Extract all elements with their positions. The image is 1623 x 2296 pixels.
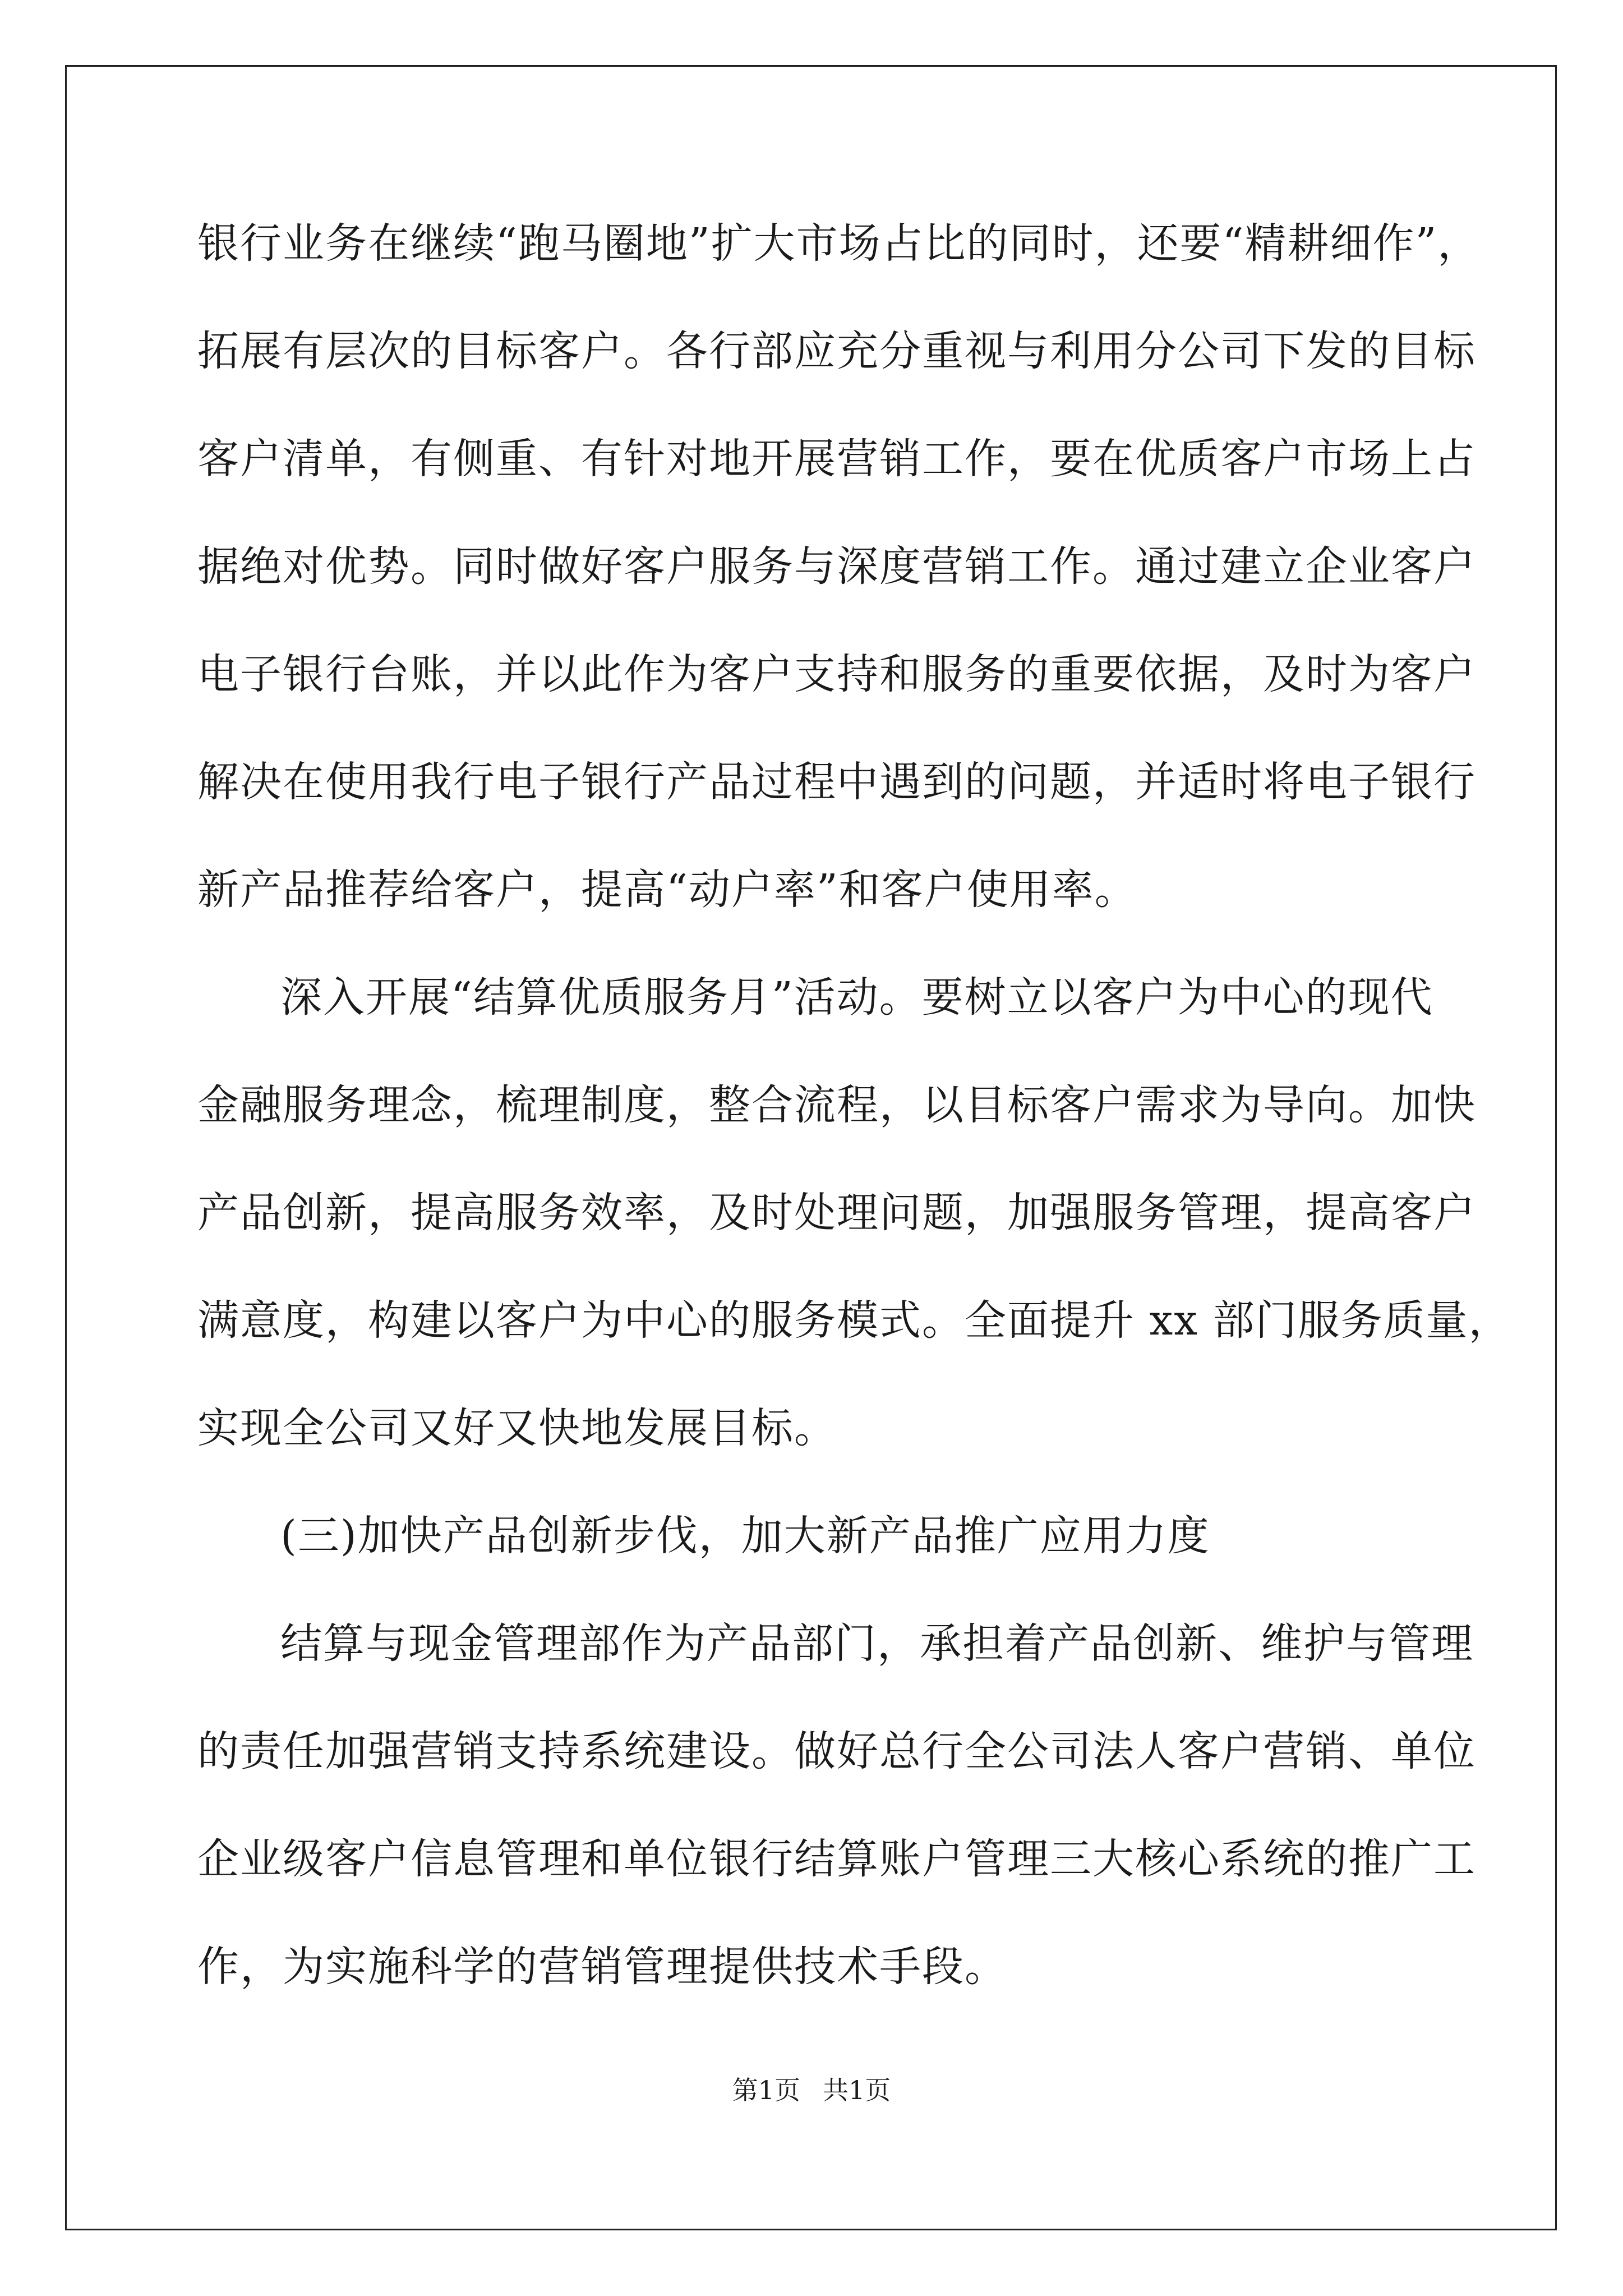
text-line: 银行业务在继续“跑马圈地”扩大市场占比的同时，还要“精耕细作”，	[197, 219, 1481, 268]
page-footer	[0, 2070, 1623, 2107]
text-line: 实现全公司又好又快地发展目标。	[197, 1404, 837, 1452]
section-heading: (三)加快产品创新步伐，加大新产品推广应用力度	[280, 1512, 1210, 1560]
text-line: 解决在使用我行电子银行产品过程中遇到的问题，并适时将电子银行	[197, 758, 1476, 806]
text-line: 客户清单，有侧重、有针对地开展营销工作，要在优质客户市场上占	[197, 435, 1476, 483]
text-line: 据绝对优势。同时做好客户服务与深度营销工作。通过建立企业客户	[197, 542, 1476, 591]
document-body	[197, 213, 1511, 2044]
text-line: 电子银行台账，并以此作为客户支持和服务的重要依据，及时为客户	[197, 650, 1476, 698]
text-line: 满意度，构建以客户为中心的服务模式。全面提升 xx 部门服务质量，	[197, 1296, 1511, 1345]
text-line: 产品创新，提高服务效率，及时处理问题，加强服务管理，提高客户	[197, 1189, 1476, 1237]
text-line: 新产品推荐给客户，提高“动户率”和客户使用率。	[197, 866, 1137, 914]
text-line: 拓展有层次的目标客户。各行部应充分重视与利用分公司下发的目标	[197, 327, 1476, 375]
text-line: 的责任加强营销支持系统建设。做好总行全公司法人客户营销、单位	[197, 1727, 1476, 1775]
text-line: 企业级客户信息管理和单位银行结算账户管理三大核心系统的推广工	[197, 1835, 1476, 1883]
page-number: 第1页	[732, 2075, 800, 2105]
text-line: 金融服务理念，梳理制度，整合流程，以目标客户需求为导向。加快	[197, 1081, 1476, 1129]
paragraph-first-line: 结算与现金管理部作为产品部门，承担着产品创新、维护与管理	[280, 1619, 1474, 1668]
page-total: 共1页	[823, 2075, 891, 2105]
paragraph-first-line: 深入开展“结算优质服务月”活动。要树立以客户为中心的现代	[280, 973, 1433, 1022]
text-line: 作，为实施科学的营销管理提供技术手段。	[197, 1943, 1007, 1991]
